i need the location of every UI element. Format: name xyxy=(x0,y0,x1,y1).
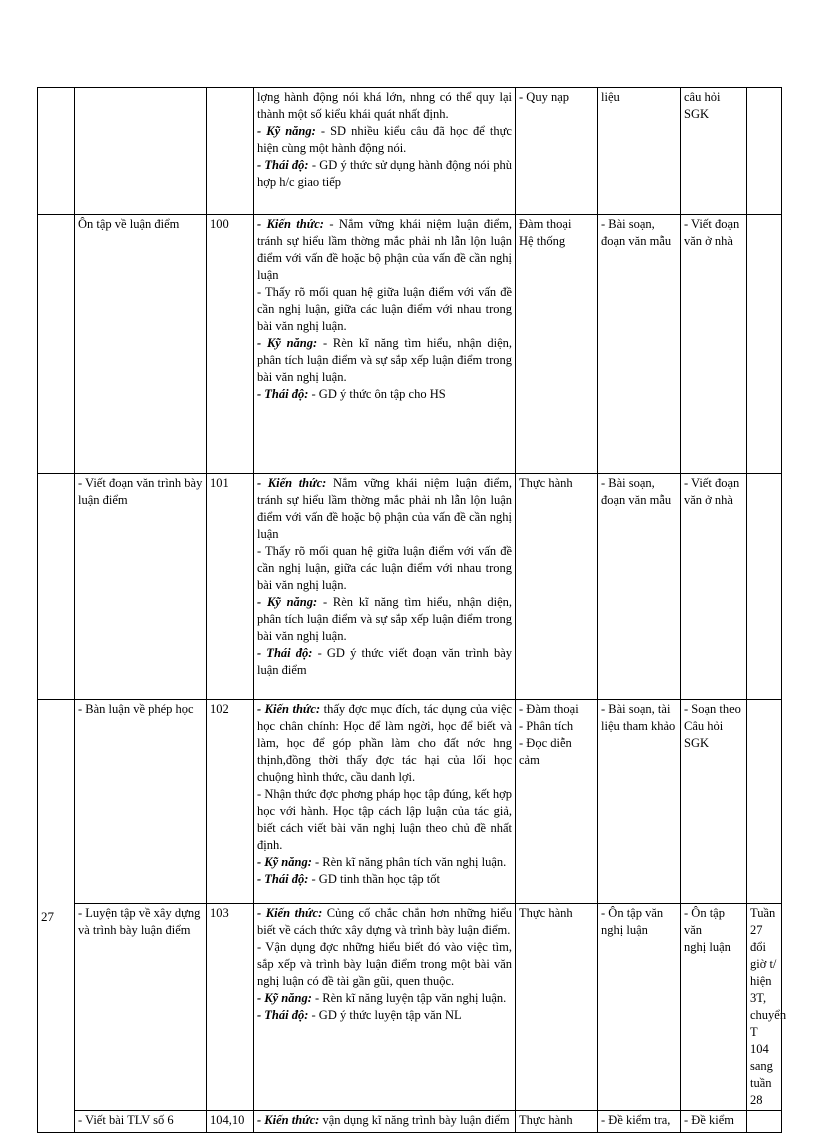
cell-line: Câu hỏi xyxy=(684,719,724,733)
week-cell xyxy=(38,215,75,474)
cell-line: Thực hành xyxy=(519,1113,573,1127)
cell-line: Tuần 27 xyxy=(750,906,776,937)
student-prep-cell xyxy=(681,474,747,700)
content-text: thấy đợc mục đích, tác dụng của việc học chân chính: Học để làm ngời, học để biết và làm, học để góp phần làm cho đất nớc hng thịnh,đồng thời thấy đợc tác hại của lối học chuộng hình thức, cầu danh lợi. xyxy=(257,702,512,784)
content-label: - Kiến thức: xyxy=(257,476,327,490)
cell-line: nghị luận xyxy=(684,940,731,954)
cell-line: - Viết đoạn xyxy=(684,476,740,490)
content-paragraph xyxy=(257,284,512,335)
cell-line: Đàm thoại xyxy=(519,217,572,231)
content-text: - GD ý thức viết đoạn văn trình bày luận điểm xyxy=(257,646,513,677)
cell-line: liệu tham khảo xyxy=(601,719,676,733)
table-row xyxy=(38,215,782,474)
week-cell xyxy=(38,474,75,700)
period-cell: 103 xyxy=(207,904,254,1111)
lesson-cell: - Luyện tập về xây dựng và trình bày luận điểm xyxy=(75,904,207,1111)
content-text: - Rèn kĩ năng luyện tập văn nghị luận. xyxy=(311,991,507,1005)
table-row xyxy=(38,1111,782,1133)
student-prep-cell xyxy=(681,904,747,1111)
cell-line: đoạn văn mẫu xyxy=(601,493,672,507)
cell-line: hiện 3T, xyxy=(750,974,772,1005)
content-label: - Thái độ: xyxy=(257,387,309,401)
content-label: - Kiến thức: xyxy=(257,702,321,716)
content-text: - GD ý thức luyện tập văn NL xyxy=(308,1008,462,1022)
content-label: - Kiến thức: xyxy=(257,217,324,231)
content-text: - Nắm vững khái niệm luận điểm, tránh sự hiểu lầm thờng mắc phải nh lẫn lộn luận điểm với vấn đề hoặc bộ phận của vấn đề cần nghị luận xyxy=(257,217,512,282)
teacher-prep-cell xyxy=(598,474,681,700)
cell-line: câu hỏi SGK xyxy=(684,90,721,121)
note-cell xyxy=(747,700,782,904)
content-label: - Kỹ năng: xyxy=(257,124,316,138)
cell-line: - Quy nạp xyxy=(519,90,569,104)
lesson-cell: Ôn tập về luận điểm xyxy=(75,215,207,474)
cell-line: nghị luận xyxy=(601,923,648,937)
table-row xyxy=(38,88,782,215)
content-text: - GD ý thức ôn tập cho HS xyxy=(308,387,446,401)
period-cell xyxy=(207,88,254,215)
cell-line: - Viết đoạn xyxy=(684,217,740,231)
method-cell xyxy=(516,700,598,904)
cell-line: tuần 28 xyxy=(750,1076,772,1107)
content-paragraph xyxy=(257,157,512,191)
week-cell xyxy=(38,88,75,215)
note-cell xyxy=(747,1111,782,1133)
cell-line: - Bài soạn, tài xyxy=(601,702,671,716)
content-cell xyxy=(254,904,516,1111)
content-paragraph xyxy=(257,543,512,594)
content-label: - Thái độ: xyxy=(257,872,309,886)
method-cell xyxy=(516,215,598,474)
cell-line: liệu xyxy=(601,90,620,104)
cell-line: chuyển T xyxy=(750,1008,787,1039)
content-cell xyxy=(254,215,516,474)
method-cell xyxy=(516,474,598,700)
cell-line: - Bài soạn, xyxy=(601,476,655,490)
period-cell: 101 xyxy=(207,474,254,700)
content-label: - Kỹ năng: xyxy=(257,595,318,609)
lesson-cell: - Viết đoạn văn trình bày luận điểm xyxy=(75,474,207,700)
cell-line: - Bài soạn, xyxy=(601,217,655,231)
content-cell xyxy=(254,88,516,215)
cell-line: văn ở nhà xyxy=(684,493,733,507)
student-prep-cell xyxy=(681,700,747,904)
content-text: vận dụng kĩ năng trình bày luận điểm xyxy=(319,1113,510,1127)
content-paragraph xyxy=(257,386,512,403)
note-cell xyxy=(747,215,782,474)
content-paragraph xyxy=(257,89,512,123)
cell-line: - Phân tích xyxy=(519,719,574,733)
cell-line: - Soạn theo xyxy=(684,702,741,716)
teacher-prep-cell xyxy=(598,904,681,1111)
content-paragraph xyxy=(257,786,512,854)
cell-line: Thực hành xyxy=(519,476,573,490)
content-text: - Rèn kĩ năng phân tích văn nghị luận. xyxy=(311,855,507,869)
content-paragraph xyxy=(257,123,512,157)
method-cell xyxy=(516,904,598,1111)
content-paragraph xyxy=(257,905,512,939)
content-cell xyxy=(254,700,516,904)
content-label: - Thái độ: xyxy=(257,1008,309,1022)
note-cell xyxy=(747,474,782,700)
content-text: Nắm vững khái niệm luận điểm, tránh sự hiểu lầm thờng mắc phải nh lẫn lộn luận điểm với vấn đề hoặc bộ phận của vấn đề cần nghị luận xyxy=(257,476,512,541)
content-cell xyxy=(254,1111,516,1133)
lesson-cell xyxy=(75,88,207,215)
content-paragraph xyxy=(257,854,512,871)
teacher-prep-cell xyxy=(598,88,681,215)
content-text: - SD nhiều kiểu câu đã học để thực hiện cùng một hành động nói. xyxy=(257,124,512,155)
cell-line: Thực hành xyxy=(519,906,573,920)
cell-line: văn ở nhà xyxy=(684,234,733,248)
period-cell: 102 xyxy=(207,700,254,904)
period-cell: 104,10 xyxy=(207,1111,254,1133)
content-label: - Kỹ năng: xyxy=(257,336,318,350)
student-prep-cell xyxy=(681,215,747,474)
student-prep-cell xyxy=(681,88,747,215)
cell-line: - Đề kiểm xyxy=(684,1113,734,1127)
content-paragraph xyxy=(257,594,512,645)
content-label: - Kỹ năng: xyxy=(257,991,312,1005)
content-paragraph xyxy=(257,939,512,990)
content-label: - Thái độ: xyxy=(257,646,313,660)
cell-line: - Ôn tập văn xyxy=(684,906,725,937)
table-row xyxy=(38,700,782,904)
content-paragraph xyxy=(257,1007,512,1024)
content-text: Củng cố chắc chắn hơn những hiểu biết về cách thức xây dựng và trình bày luận điểm. xyxy=(257,906,512,937)
table-body xyxy=(38,88,787,1133)
teacher-prep-cell xyxy=(598,1111,681,1133)
student-prep-cell xyxy=(681,1111,747,1133)
cell-line: đổi giờ t/ xyxy=(750,940,777,971)
table-row xyxy=(38,904,782,1111)
content-label: - Kiến thức: xyxy=(257,1113,320,1127)
content-paragraph xyxy=(257,701,512,786)
cell-line: Hệ thống xyxy=(519,234,566,248)
content-paragraph xyxy=(257,216,512,284)
week-cell: 27 xyxy=(38,700,75,1133)
content-paragraph xyxy=(257,645,512,679)
content-text: - Nhận thức đợc phơng pháp học tập đúng, kết hợp học với hành. Học tập cách lập luận của tác giả, biết cách viết bài văn nghị luận theo chủ đề nhất định. xyxy=(257,787,512,852)
content-text: - Rèn kĩ năng tìm hiểu, nhận diện, phân tích luận điểm và sự sắp xếp luận điểm trong bài văn nghị luận. xyxy=(257,595,513,643)
cell-line: - Đàm thoại xyxy=(519,702,579,716)
note-cell xyxy=(747,904,787,1111)
content-paragraph xyxy=(257,1112,512,1129)
cell-line: 104 sang xyxy=(750,1042,773,1073)
teacher-prep-cell xyxy=(598,700,681,904)
cell-line: - Đọc diễn cảm xyxy=(519,736,572,767)
content-label: - Thái độ: xyxy=(257,158,309,172)
content-paragraph xyxy=(257,990,512,1007)
content-paragraph xyxy=(257,335,512,386)
content-paragraph xyxy=(257,475,512,543)
content-text: - Rèn kĩ năng tìm hiểu, nhận diện, phân tích luận điểm và sự sắp xếp luận điểm trong bài văn nghị luận. xyxy=(257,336,513,384)
cell-line: SGK xyxy=(684,736,710,750)
content-text: lợng hành động nói khá lớn, nhng có thể quy lại thành một số kiểu khái quát nhất định. xyxy=(257,90,512,121)
teacher-prep-cell xyxy=(598,215,681,474)
cell-line: - Ôn tập văn xyxy=(601,906,664,920)
lesson-cell: - Bàn luận về phép học xyxy=(75,700,207,904)
content-cell xyxy=(254,474,516,700)
content-text: - GD ý thức sử dụng hành động nói phù hợp h/c giao tiếp xyxy=(257,158,512,189)
method-cell xyxy=(516,1111,598,1133)
cell-line: đoạn văn mẫu xyxy=(601,234,672,248)
period-cell: 100 xyxy=(207,215,254,474)
method-cell xyxy=(516,88,598,215)
content-label: - Kiến thức: xyxy=(257,906,323,920)
content-text: - Thấy rõ mối quan hệ giữa luận điểm với vấn đề cần nghị luận, giữa các luận điểm với nhau trong bài văn nghị luận. xyxy=(257,285,512,333)
table-row xyxy=(38,474,782,700)
note-cell xyxy=(747,88,782,215)
content-label: - Kỹ năng: xyxy=(257,855,312,869)
content-text: - GD tinh thần học tập tốt xyxy=(308,872,440,886)
cell-line: - Đề kiểm tra, xyxy=(601,1113,671,1127)
lesson-plan-page xyxy=(37,87,787,1127)
lesson-plan-table xyxy=(37,87,787,1133)
content-text: - Vận dụng đợc những hiểu biết đó vào việc tìm, sắp xếp và trình bày luận điểm trong một bài văn nghị luận có đề tài gần gũi, quen thuộc. xyxy=(257,940,512,988)
lesson-cell: - Viết bài TLV số 6 xyxy=(75,1111,207,1133)
content-text: - Thấy rõ mối quan hệ giữa luận điểm với vấn đề cần nghị luận, giữa các luận điểm với nhau trong bài văn nghị luận. xyxy=(257,544,512,592)
content-paragraph xyxy=(257,871,512,888)
